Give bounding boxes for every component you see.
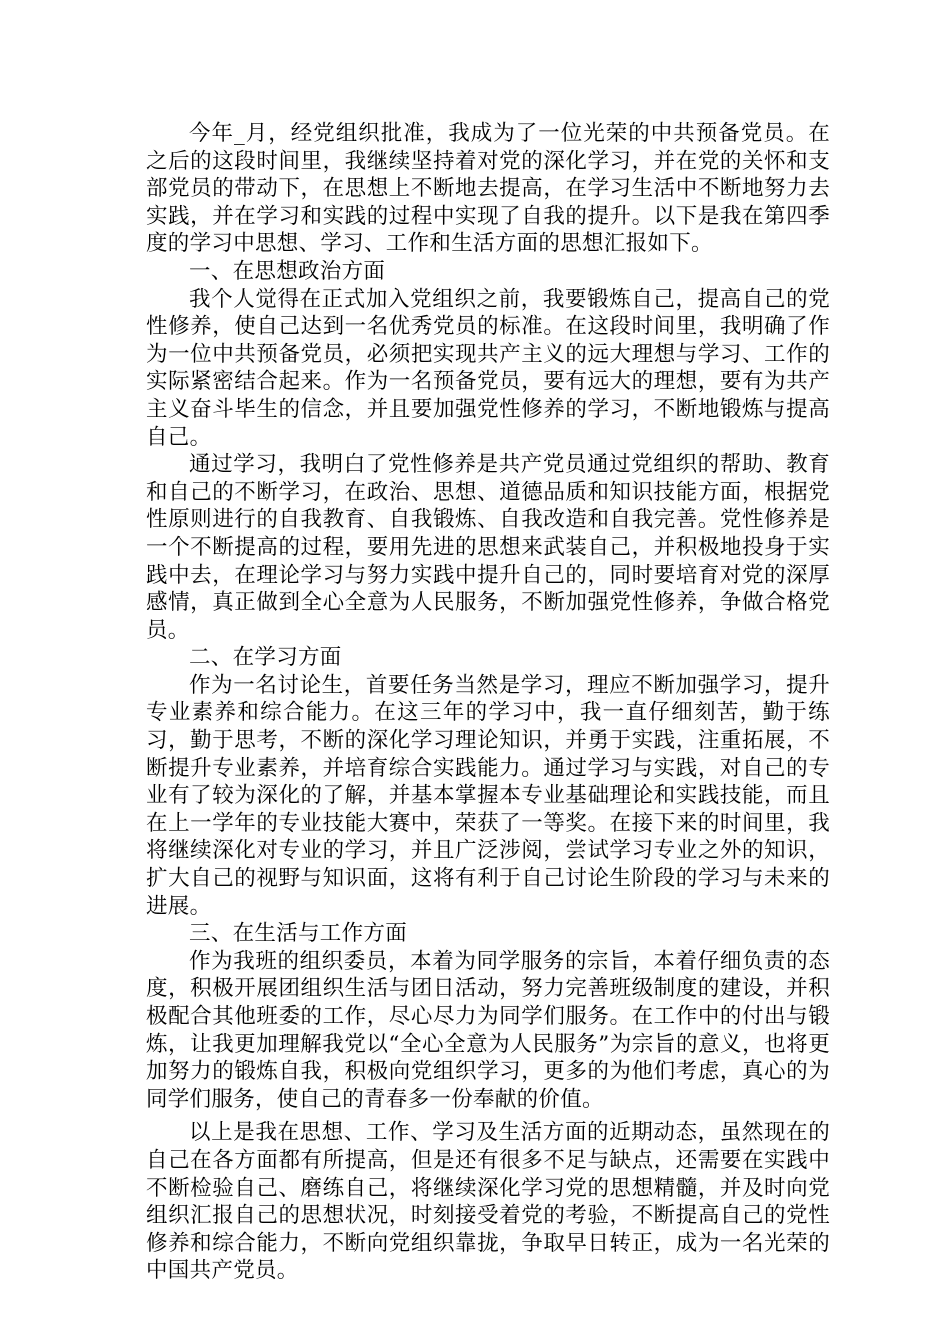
paragraph-life-work: 作为我班的组织委员，本着为同学服务的宗旨，本着仔细负责的态度，积极开展团组织生活与团日活动，努力完善班级制度的建设，并积极配合其他班委的工作，尽心尽力为同学们服务。在工作中的付出与锻炼，让我更加理解我党以“全心全意为人民服务”为宗旨的意义，也将更加努力的锻炼自我，积极向党组织学习，更多的为他们考虑，真心的为同学们服务，使自己的青春多一份奉献的价值。 (146, 948, 830, 1112)
paragraph-political-1: 我个人觉得在正式加入党组织之前，我要锻炼自己，提高自己的党性修养，使自己达到一名优秀党员的标准。在这段时间里，我明确了作为一位中共预备党员，必须把实现共产主义的远大理想与学习、工作的实际紧密结合起来。作为一名预备党员，要有远大的理想，要有为共产主义奋斗毕生的信念，并且要加强党性修养的学习，不断地锻炼与提高自己。 (146, 286, 830, 450)
paragraph-intro: 今年_月，经党组织批准，我成为了一位光荣的中共预备党员。在之后的这段时间里，我继续坚持着对党的深化学习，并在党的关怀和支部党员的带动下，在思想上不断地去提高，在学习生活中不断地努力去实践，并在学习和实践的过程中实现了自我的提升。以下是我在第四季度的学习中思想、学习、工作和生活方面的思想汇报如下。 (146, 121, 830, 257)
section-heading-study: 二、在学习方面 (189, 645, 342, 671)
paragraph-political-2: 通过学习，我明白了党性修养是共产党员通过党组织的帮助、教育和自己的不断学习，在政治、思想、道德品质和知识技能方面，根据党性原则进行的自我教育、自我锻炼、自我改造和自我完善。党性修养是一个不断提高的过程，要用先进的思想来武装自己，并积极地投身于实践中去，在理论学习与努力实践中提升自己的，同时要培育对党的深厚感情，真正做到全心全意为人民服务，不断加强党性修养，争做合格党员。 (146, 452, 830, 643)
document-body (146, 120, 830, 1285)
paragraph-conclusion: 以上是我在思想、工作、学习及生活方面的近期动态，虽然现在的自己在各方面都有所提高，但是还有很多不足与缺点，还需要在实践中不断检验自己、磨练自己，将继续深化学习党的思想精髓，并及时向党组织汇报自己的思想状况，时刻接受着党的考验，不断提高自己的党性修养和综合能力，不断向党组织靠拢，争取早日转正，成为一名光荣的中国共产党员。 (146, 1120, 830, 1284)
section-heading-political: 一、在思想政治方面 (189, 258, 386, 284)
section-heading-life-work: 三、在生活与工作方面 (189, 921, 408, 947)
paragraph-study: 作为一名讨论生，首要任务当然是学习，理应不断加强学习，提升专业素养和综合能力。在这三年的学习中，我一直仔细刻苦，勤于练习，勤于思考，不断的深化学习理论知识，并勇于实践，注重拓展，不断提升专业素养，并培育综合实践能力。通过学习与实践，对自己的专业有了较为深化的了解，并基本掌握本专业基础理论和实践技能，而且在上一学年的专业技能大赛中，荣获了一等奖。在接下来的时间里，我将继续深化对专业的学习，并且广泛涉阅，尝试学习专业之外的知识，扩大自己的视野与知识面，这将有利于自己讨论生阶段的学习与未来的进展。 (146, 672, 830, 919)
